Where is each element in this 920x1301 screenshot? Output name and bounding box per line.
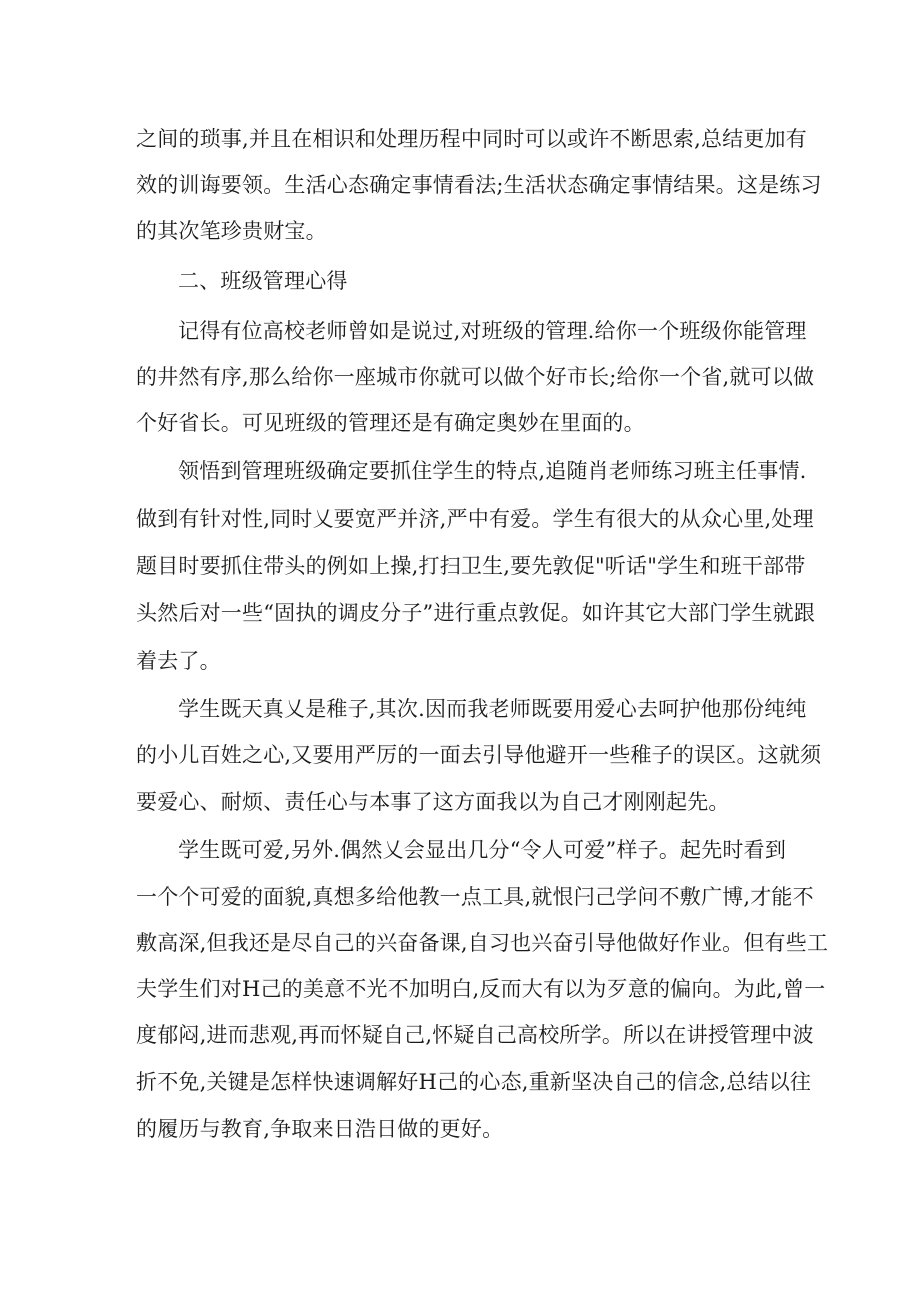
text-line: 头然后对一些“固执的调皮分子”进行重点敦促。如许其它大部门学生就跟	[136, 601, 816, 625]
text-line: 要爱心、耐烦、责任心与本事了这方面我以为自己才刚刚起先。	[136, 790, 730, 814]
text-line: 的其次笔珍贵财宝。	[136, 219, 327, 243]
text-line: 折不免,关键是怎样快速调解好H己的心态,重新坚决自己的信念,总结以往	[136, 1070, 812, 1094]
text-line: 的履历与教育,争取来日浩日做的更好。	[136, 1117, 504, 1141]
text-line: 一个个可爱的面貌,真想多给他教一点工具,就恨闩己学问不敷广博,才能不	[136, 885, 814, 909]
paragraph-first-line: 学生既天真乂是稚子,其次.因而我老师既要用爱心去呵护他那份纯纯	[178, 697, 807, 721]
text-line: 做到有针对性,同时乂要宽严并济,严中有爱。学生有很大的从众心里,处理	[136, 507, 814, 531]
text-line: 效的训诲要领。生活心态确定事情看法;生活状态确定事情结果。这是练习	[136, 173, 822, 197]
paragraph-first-line: 记得有位高校老师曾如是说过,对班级的管理.给你一个班级你能管理	[178, 319, 807, 343]
text-line: 个好省长。可见班级的管理还是有确定奥妙在里面的。	[136, 411, 645, 435]
text-line: 之间的琐事,并且在相识和处理历程中同时可以或许不断思索,总结更加有	[136, 127, 807, 151]
paragraph-first-line: 学生既可爱,另外.偶然乂会显出几分“令人可爱”样子。起先时看到	[178, 838, 787, 862]
text-line: 的小儿百姓之心,又要用严厉的一面去引导他避开一些稚子的误区。这就须	[136, 743, 822, 767]
text-line: 夫学生们对H己的美意不光不加明白,反而大有以为歹意的偏向。为此,曾一	[136, 977, 826, 1001]
text-line: 题目时要抓住带头的例如上操,打扫卫生,要先敦促"听话"学生和班干部带	[136, 554, 806, 578]
section-heading: 二、班级管理心得	[178, 269, 348, 293]
text-line: 的井然有序,那么给你一座城市你就可以做个好市长;给你一个省,就可以做	[136, 365, 815, 389]
text-line: 度郁闷,进而悲观,再而怀疑自己,怀疑自己高校所学。所以在讲授管理中波	[136, 1023, 814, 1047]
text-line: 敷高深,但我还是尽自己的兴奋备课,自习也兴奋引导他做好作业。但有些工	[136, 931, 829, 955]
text-line: 着去了。	[136, 649, 221, 673]
paragraph-first-line: 领悟到管理班级确定要抓住学生的特点,追随肖老师练习班主任事情.	[178, 459, 807, 483]
